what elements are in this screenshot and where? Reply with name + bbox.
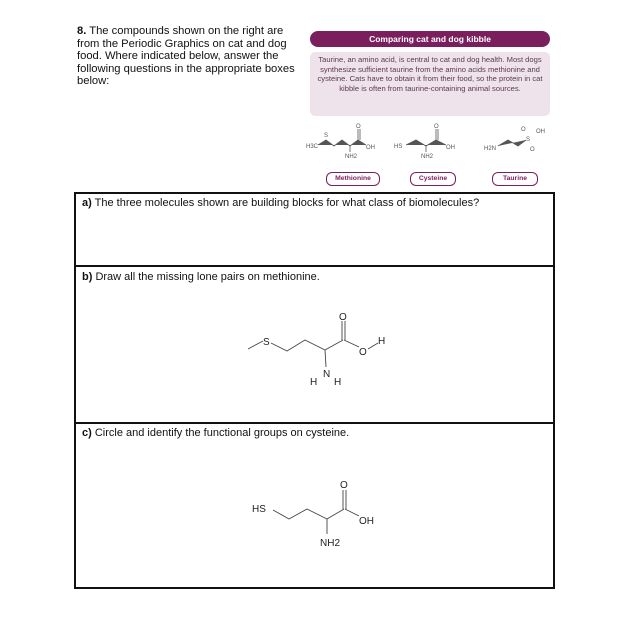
graphic-cysteine: [394, 124, 455, 160]
question-c: c) Circle and identify the functional groups on cysteine.: [82, 427, 350, 439]
svg-text:H2N: H2N: [484, 146, 497, 152]
svg-text:NH2: NH2: [345, 154, 358, 160]
svg-text:O: O: [434, 124, 439, 130]
answer-boxes: [74, 192, 555, 589]
svg-text:NH2: NH2: [421, 154, 434, 160]
question-number: 8.: [77, 25, 87, 37]
label-methionine: Methionine: [326, 172, 380, 186]
question-b: b) Draw all the missing lone pairs on methionine.: [82, 270, 320, 283]
svg-text:NH2: NH2: [320, 538, 341, 549]
label-cysteine: Cysteine: [410, 172, 456, 186]
periodic-graphic: [306, 31, 552, 191]
svg-text:OH: OH: [359, 516, 374, 527]
methionine-structure: [76, 268, 553, 422]
answer-box-a[interactable]: [76, 194, 553, 267]
svg-text:OH: OH: [366, 145, 375, 151]
svg-text:O: O: [340, 480, 348, 491]
graphic-methionine: [306, 124, 375, 160]
svg-text:O: O: [339, 311, 347, 323]
cysteine-structure: [76, 424, 553, 587]
svg-text:H: H: [378, 335, 386, 347]
svg-text:H3C: H3C: [306, 144, 319, 150]
svg-text:S: S: [263, 336, 270, 348]
svg-text:HS: HS: [252, 504, 266, 515]
question-intro: [77, 25, 302, 88]
svg-text:O: O: [356, 124, 361, 130]
svg-text:O: O: [359, 346, 367, 358]
answer-box-c[interactable]: [76, 424, 553, 587]
graphic-taurine: [484, 127, 545, 153]
svg-text:O: O: [521, 127, 526, 133]
graphic-title: Comparing cat and dog kibble: [310, 31, 550, 47]
graphic-molecules: [306, 119, 552, 174]
svg-text:S: S: [324, 133, 329, 139]
svg-text:HS: HS: [394, 144, 403, 150]
graphic-description: Taurine, an amino acid, is central to cat and dog health. Most dogs synthesize sufficient taurine from the amino acids methionine and cysteine. Cats have to obtain it from their food, so the protein in cat kibble is often from taurine-containing animal sources.: [310, 52, 550, 116]
svg-text:OH: OH: [536, 129, 545, 135]
svg-text:H: H: [334, 376, 342, 388]
svg-text:S: S: [526, 137, 531, 143]
intro-text: The compounds shown on the right are from the Periodic Graphics on cat and dog food. Where indicated below, answer the following questions in the appropriate boxes below:: [77, 25, 295, 88]
svg-text:OH: OH: [446, 145, 455, 151]
svg-text:N: N: [323, 368, 331, 380]
answer-box-b[interactable]: [76, 268, 553, 424]
svg-text:H: H: [310, 376, 318, 388]
question-a: a) The three molecules shown are building blocks for what class of biomolecules?: [82, 197, 480, 209]
svg-text:O: O: [530, 147, 535, 153]
label-taurine: Taurine: [492, 172, 538, 186]
